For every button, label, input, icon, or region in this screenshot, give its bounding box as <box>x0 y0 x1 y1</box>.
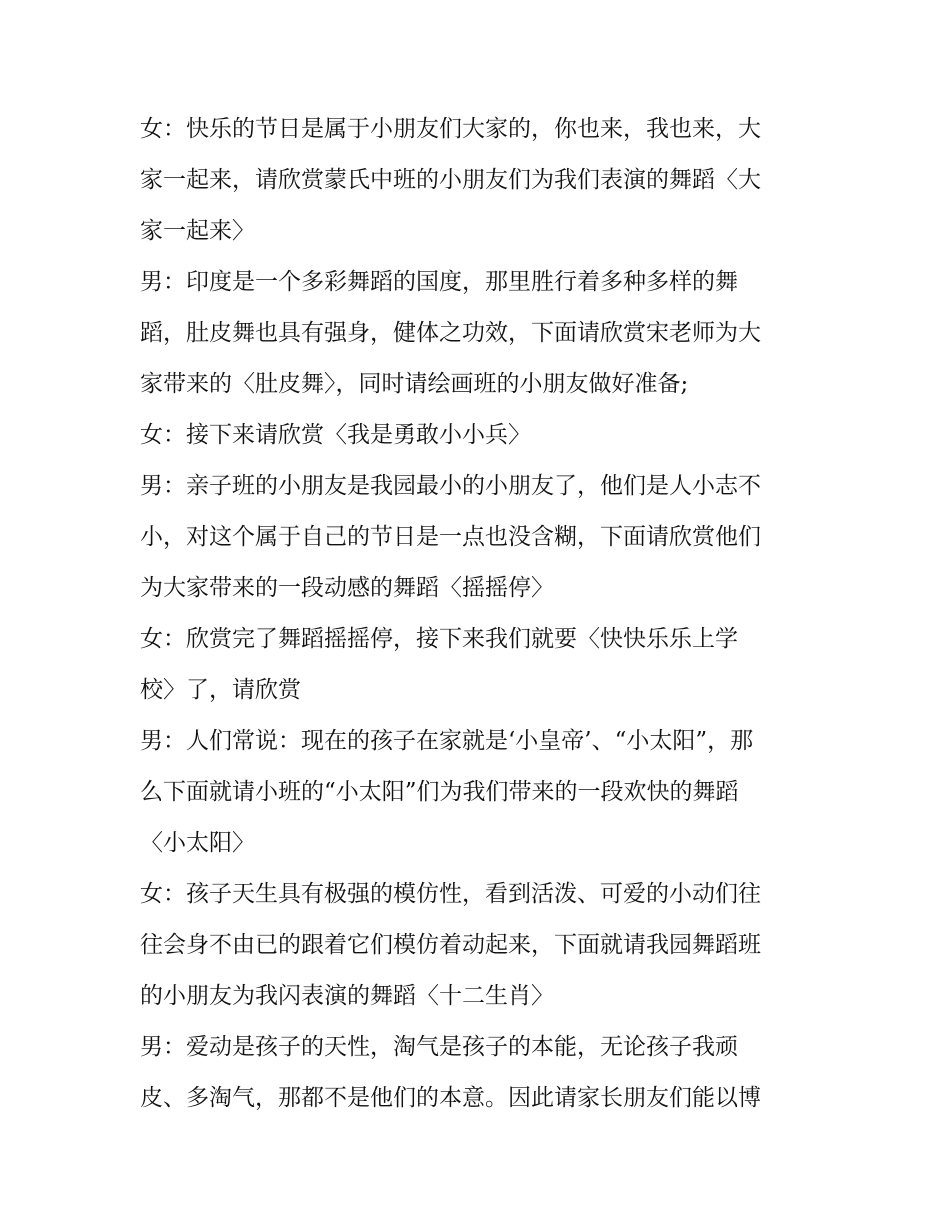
text-line: 的小朋友为我闪表演的舞蹈〈十二生肖〉 <box>140 983 554 1009</box>
text-line: 皮、多淘气，那都不是他们的本意。因此请家长朋友们能以博 <box>140 1085 761 1111</box>
text-line: 往会身不由已的跟着它们模仿着动起来，下面就请我园舞蹈班 <box>140 932 761 958</box>
text-line: 家带来的〈肚皮舞〉，同时请绘画班的小朋友做好准备; <box>140 371 689 397</box>
text-line: 男：印度是一个多彩舞蹈的国度，那里胜行着多种多样的舞 <box>140 269 738 295</box>
text-line: 〈小太阳〉 <box>140 830 255 856</box>
text-line: 么下面就请小班的“小太阳”们为我们带来的一段欢快的舞蹈 <box>140 779 739 805</box>
text-line: 家一起来，请欣赏蒙氏中班的小朋友们为我们表演的舞蹈〈大 <box>140 167 761 193</box>
text-line: 小，对这个属于自己的节日是一点也没含糊，下面请欣赏他们 <box>140 524 761 550</box>
text-line: 女：快乐的节日是属于小朋友们大家的，你也来，我也来，大 <box>140 116 761 142</box>
text-line: 女：孩子天生具有极强的模仿性，看到活泼、可爱的小动们往 <box>140 881 761 907</box>
text-line: 男：人们常说：现在的孩子在家就是‘小皇帝’、“小太阳”，那 <box>140 728 754 754</box>
text-line: 女：接下来请欣赏〈我是勇敢小小兵〉 <box>140 422 531 448</box>
text-line: 蹈，肚皮舞也具有强身，健体之功效，下面请欣赏宋老师为大 <box>140 320 761 346</box>
text-line: 女：欣赏完了舞蹈摇摇停，接下来我们就要〈快快乐乐上学 <box>140 626 738 652</box>
text-line: 校〉了，请欣赏 <box>140 677 301 703</box>
text-line: 家一起来〉 <box>140 218 255 244</box>
text-line: 为大家带来的一段动感的舞蹈〈摇摇停〉 <box>140 575 554 601</box>
text-line: 男：爱动是孩子的天性，淘气是孩子的本能，无论孩子我顽 <box>140 1034 738 1060</box>
document-body <box>140 104 820 1124</box>
text-line: 男：亲子班的小朋友是我园最小的小朋友了，他们是人小志不 <box>140 473 761 499</box>
